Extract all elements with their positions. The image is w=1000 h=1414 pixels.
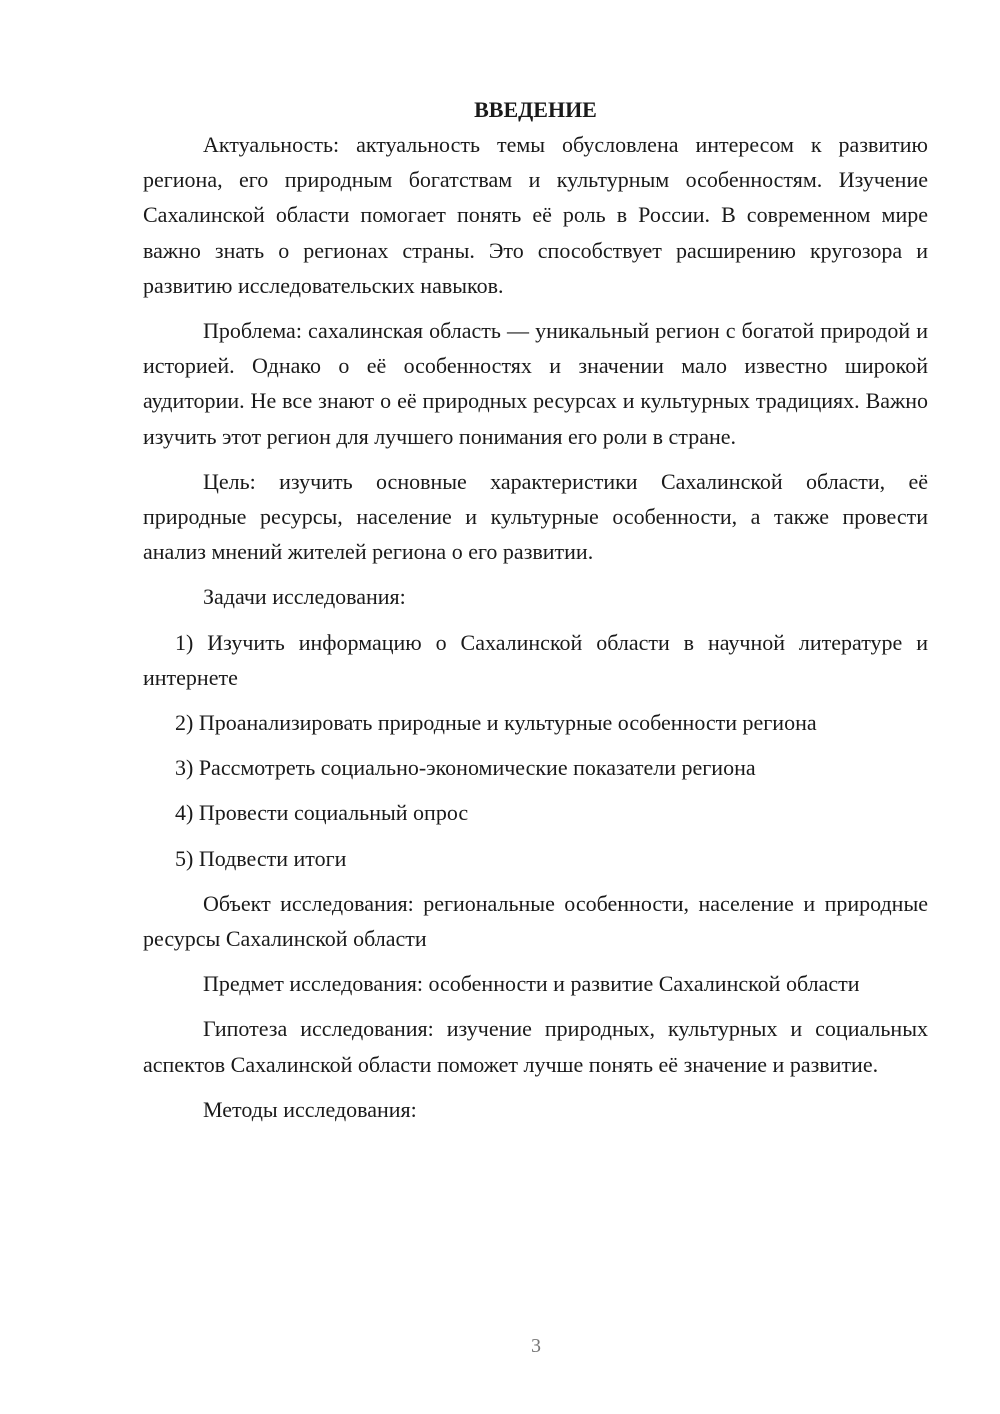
goal-paragraph: Цель: изучить основные характеристики Сахалинской области, её природные ресурсы, население и культурные особенности, а также провести анализ мнений жителей региона о его развитии. [143, 468, 928, 565]
task-item: 1) Изучить информацию о Сахалинской области в научной литературе и интернете [143, 629, 928, 690]
tasks-heading: Задачи исследования: [203, 584, 406, 610]
page-title: ВВЕДЕНИЕ [474, 97, 597, 122]
task-item: 4) Провести социальный опрос [175, 800, 469, 826]
document-page [143, 92, 928, 1127]
object-paragraph: Объект исследования: региональные особенности, население и природные ресурсы Сахалинской области [143, 890, 928, 952]
problem-paragraph: Проблема: сахалинская область — уникальный регион с богатой природой и историей. Однако о её особенностях и значении мало известно широкой аудитории. Не все знают о её природных ресурсах и культурных традициях. Важно изучить этот регион для лучшего понимания его роли в стране. [143, 318, 928, 449]
task-item: 5) Подвести итоги [175, 845, 347, 871]
relevance-paragraph: Актуальность: актуальность темы обусловлена интересом к развитию региона, его природным богатствам и культурным особенностям. Изучение Сахалинской области помогает понять её роль в России. В современном мире важно знать о регионах страны. Это способствует расширению кругозора и развитию исследовательских навыков. [143, 132, 928, 298]
subject-paragraph: Предмет исследования: особенности и развитие Сахалинской области [203, 971, 860, 997]
task-item: 3) Рассмотреть социально-экономические показатели региона [175, 755, 756, 781]
hypothesis-paragraph: Гипотеза исследования: изучение природных, культурных и социальных аспектов Сахалинской области поможет лучше понять её значение и развитие. [143, 1016, 928, 1077]
methods-heading: Методы исследования: [203, 1096, 417, 1122]
task-item: 2) Проанализировать природные и культурные особенности региона [175, 710, 817, 736]
page-number: 3 [531, 1335, 541, 1357]
